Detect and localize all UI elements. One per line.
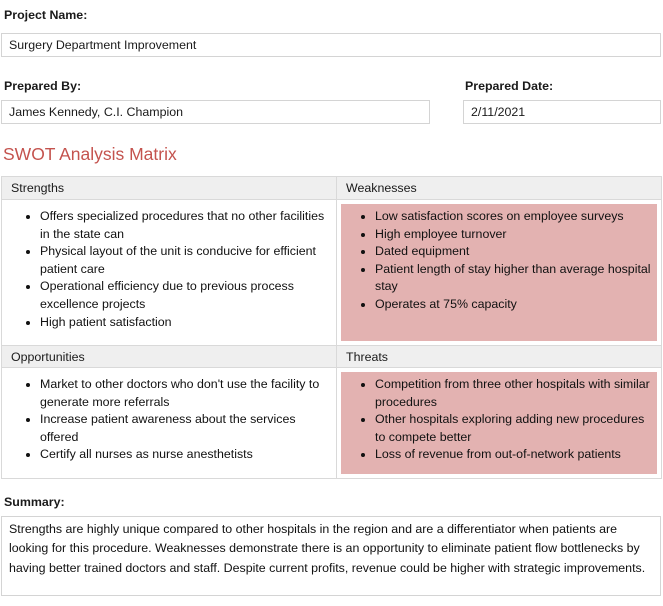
swot-item: • Market to other doctors who don't use the facility to generate more referrals bbox=[40, 376, 332, 411]
swot-item: • Physical layout of the unit is conducive for efficient patient care bbox=[40, 243, 332, 278]
strengths-content[interactable] bbox=[6, 204, 332, 341]
swot-item: • Other hospitals exploring adding new procedures to compete better bbox=[375, 411, 657, 446]
swot-item: • High employee turnover bbox=[375, 226, 657, 244]
weaknesses-list bbox=[341, 208, 657, 314]
swot-item: • Certify all nurses as nurse anesthetists bbox=[40, 446, 332, 464]
swot-item: • Operational efficiency due to previous process excellence projects bbox=[40, 278, 332, 313]
threats-cell bbox=[336, 368, 661, 478]
prepared-date-label: Prepared Date: bbox=[465, 79, 554, 93]
opportunities-content[interactable] bbox=[6, 372, 332, 474]
swot-matrix-heading: SWOT Analysis Matrix bbox=[3, 144, 177, 164]
summary-label: Summary: bbox=[4, 495, 65, 509]
swot-item: • High patient satisfaction bbox=[40, 314, 332, 332]
strengths-cell bbox=[2, 200, 336, 345]
swot-item: • Dated equipment bbox=[375, 243, 657, 261]
strengths-header: Strengths bbox=[2, 177, 336, 200]
swot-item: • Competition from three other hospitals with similar procedures bbox=[375, 376, 657, 411]
weaknesses-cell bbox=[336, 200, 661, 345]
prepared-date-input[interactable] bbox=[463, 100, 661, 124]
swot-item: • Offers specialized procedures that no other facilities in the state can bbox=[40, 208, 332, 243]
weaknesses-content[interactable] bbox=[341, 204, 657, 341]
summary-textarea[interactable] bbox=[1, 516, 661, 596]
swot-item: • Low satisfaction scores on employee surveys bbox=[375, 208, 657, 226]
weaknesses-header: Weaknesses bbox=[336, 177, 661, 200]
threats-list bbox=[341, 376, 657, 464]
swot-item: • Loss of revenue from out-of-network patients bbox=[375, 446, 657, 464]
prepared-by-input[interactable] bbox=[1, 100, 430, 124]
opportunities-cell bbox=[2, 368, 336, 478]
opportunities-header: Opportunities bbox=[2, 345, 336, 368]
prepared-by-label: Prepared By: bbox=[4, 79, 82, 93]
project-name-label: Project Name: bbox=[4, 8, 88, 22]
swot-item: • Increase patient awareness about the services offered bbox=[40, 411, 332, 446]
swot-item: • Patient length of stay higher than average hospital stay bbox=[375, 261, 657, 296]
strengths-list bbox=[6, 208, 332, 331]
swot-item: • Operates at 75% capacity bbox=[375, 296, 657, 314]
opportunities-list bbox=[6, 376, 332, 464]
threats-header: Threats bbox=[336, 345, 661, 368]
swot-matrix-table bbox=[1, 176, 662, 479]
threats-content[interactable] bbox=[341, 372, 657, 474]
project-name-input[interactable] bbox=[1, 33, 661, 57]
